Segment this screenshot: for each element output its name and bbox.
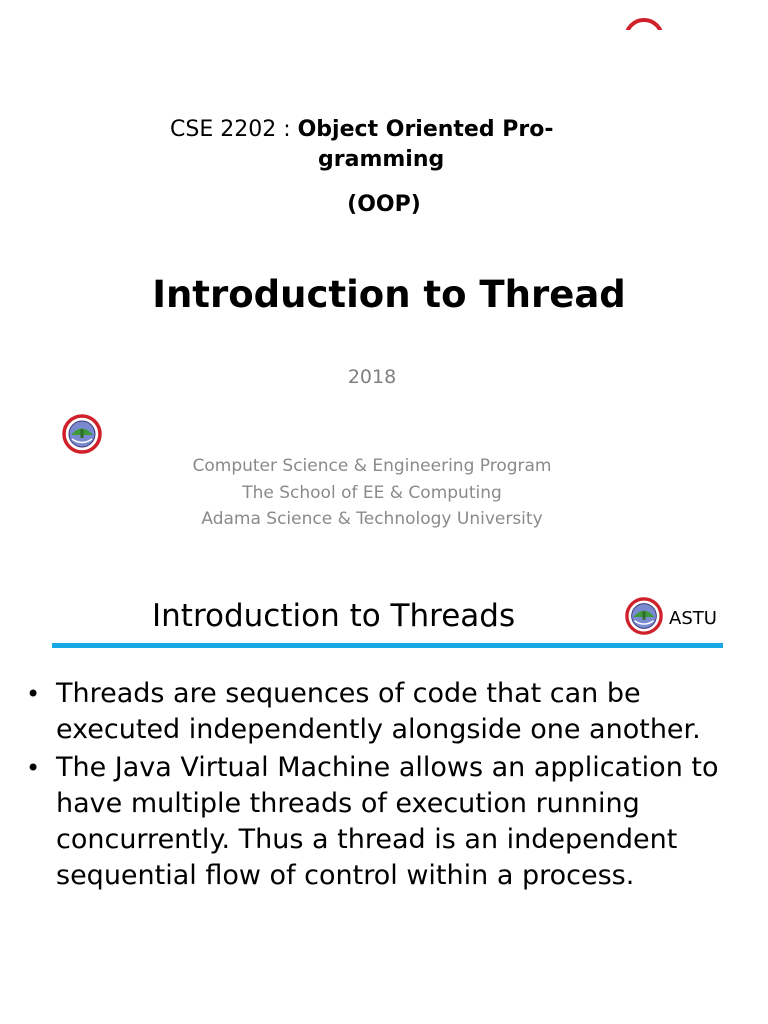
course-heading	[170, 115, 553, 145]
university-seal-icon	[624, 18, 664, 30]
affiliation-university: Adama Science & Technology University	[201, 509, 543, 529]
bullet-text: The Java Virtual Machine allows an application to have multiple threads of execution running concurrently. Thus a thread is an independent sequential flow of control within a process.	[56, 752, 719, 891]
cover-title: Introduction to Thread	[152, 273, 626, 316]
course-code: CSE 2202 :	[170, 117, 298, 142]
course-abbrev: (OOP)	[347, 192, 421, 217]
list-item	[26, 750, 756, 894]
bullet-list	[26, 676, 756, 896]
bullet-glyph: •	[26, 754, 41, 782]
university-seal-icon	[62, 414, 102, 458]
university-seal-icon	[625, 597, 663, 639]
affiliation-school: The School of EE & Computing	[242, 483, 502, 503]
slide-title: Introduction to Threads	[152, 598, 516, 634]
cover-year: 2018	[347, 366, 397, 388]
course-name-line1: Object Oriented Pro-	[297, 117, 554, 142]
course-name-line2: gramming	[318, 147, 445, 172]
bullet-text: Threads are sequences of code that can be executed independently alongside one another.	[56, 678, 701, 745]
logo-label: ASTU	[669, 608, 717, 629]
bullet-glyph: •	[26, 680, 41, 708]
title-underline	[52, 643, 723, 648]
affiliation-program: Computer Science & Engineering Program	[192, 456, 552, 476]
list-item	[26, 676, 756, 748]
